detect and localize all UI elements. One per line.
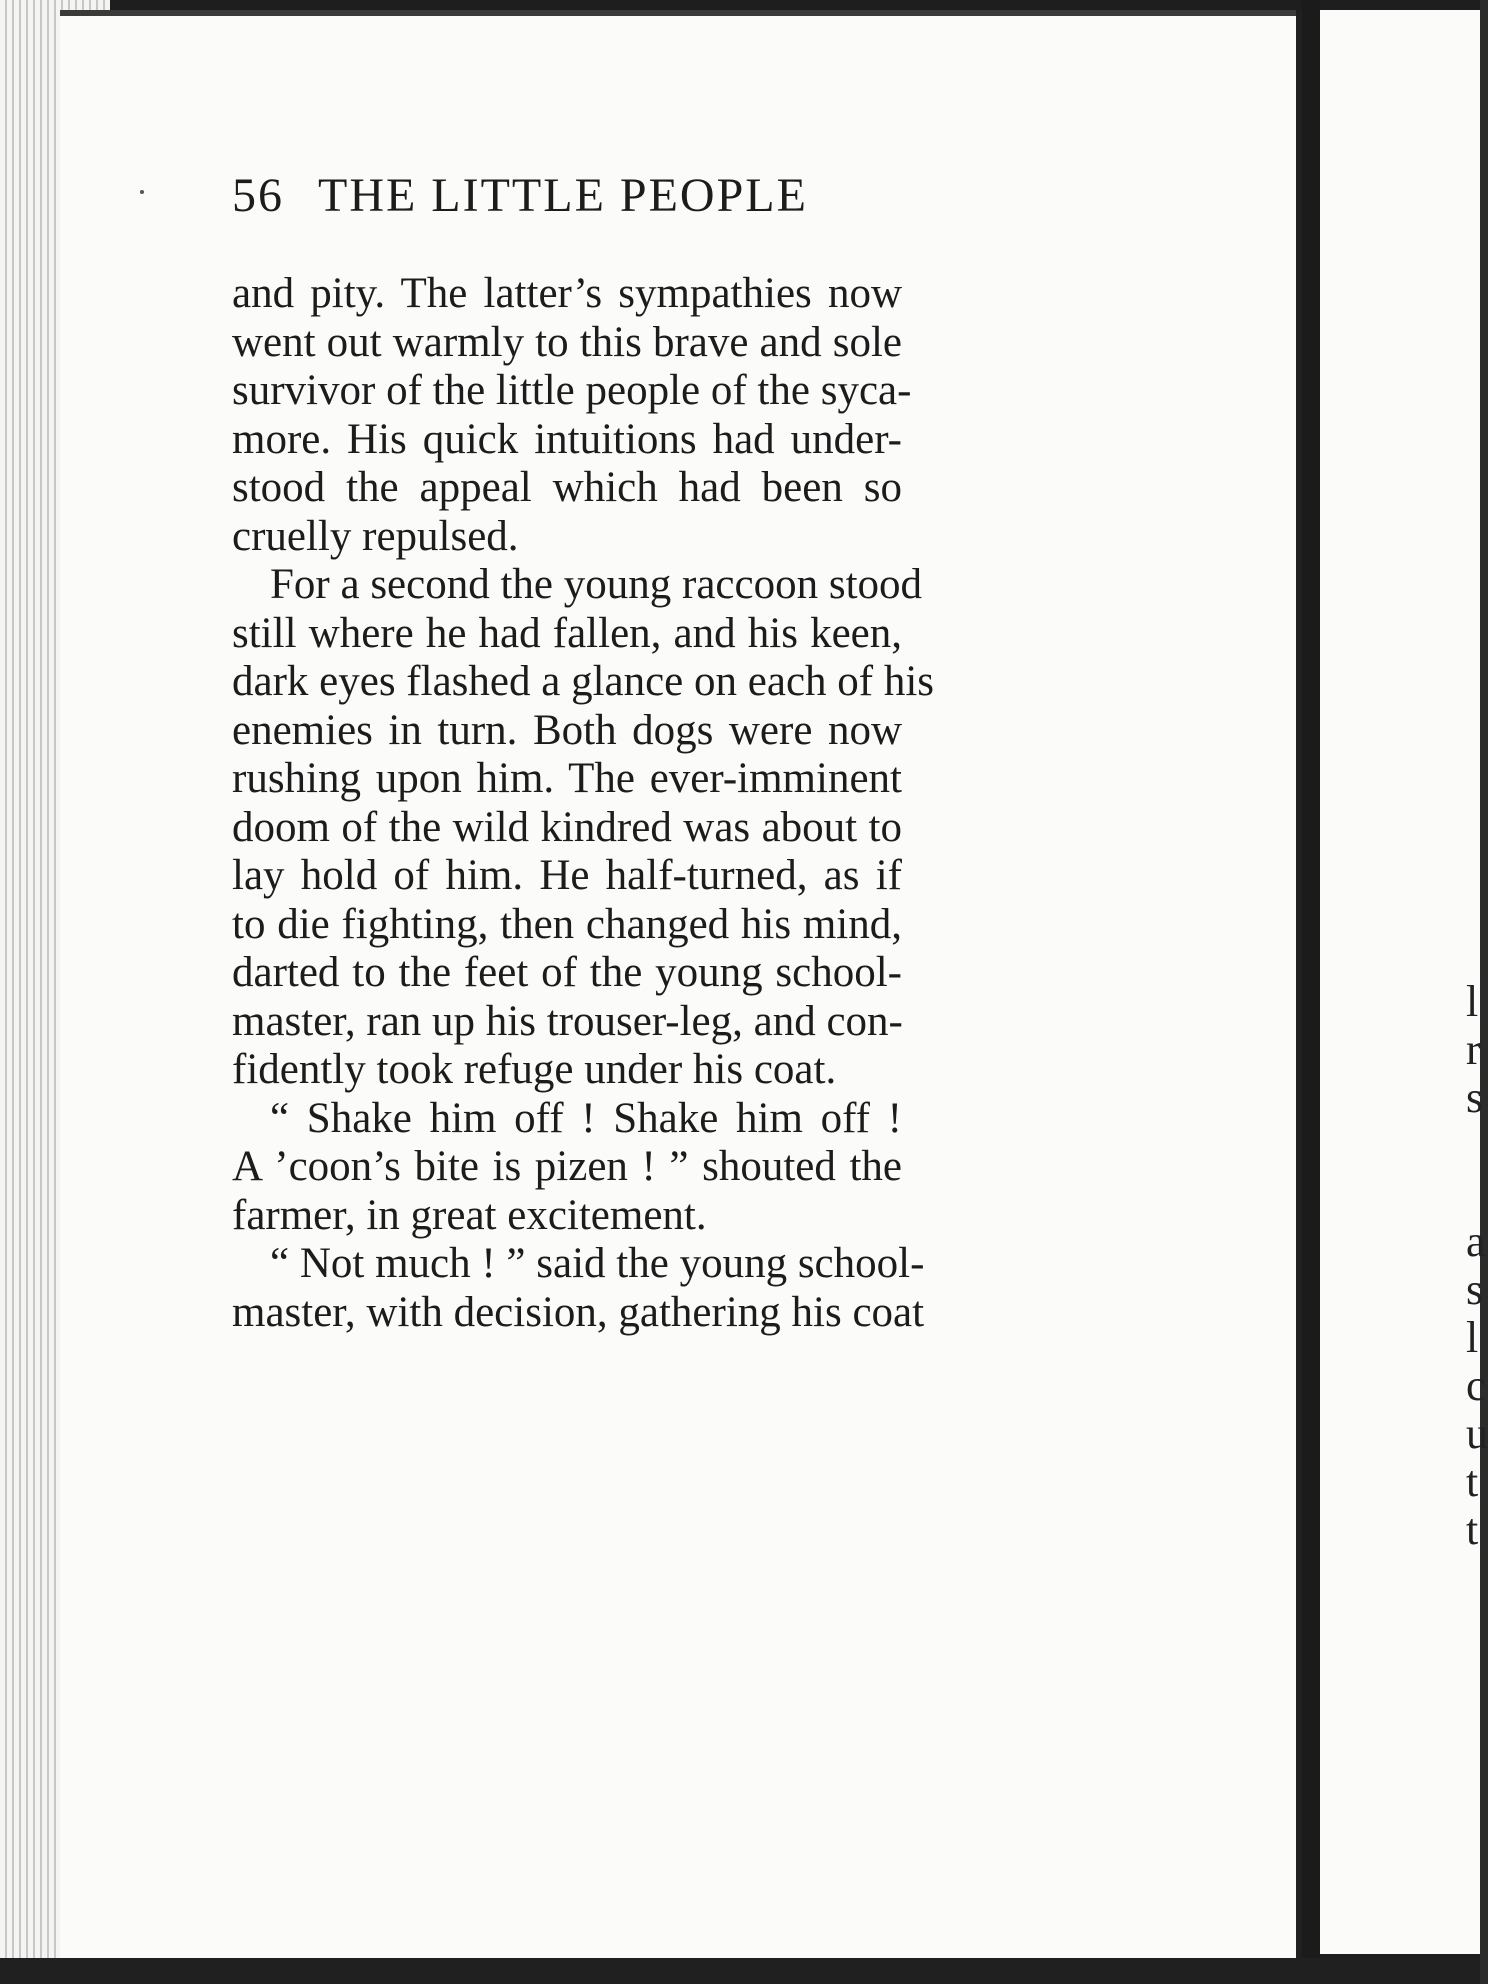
text-line: “ Shake him off ! Shake him off !: [270, 1094, 902, 1142]
text-line: farmer, in great excitement.: [232, 1191, 707, 1239]
bottom-band: [0, 1958, 1480, 1984]
body-text: [232, 270, 935, 1337]
text-line: darted to the feet of the young school-: [232, 949, 902, 996]
text-line: master, with decision, gathering his coat: [232, 1288, 925, 1336]
text-line: master, ran up his trouser-leg, and con-: [232, 997, 903, 1045]
text-line: A ’coon’s bite is pizen ! ” shouted the: [232, 1143, 902, 1190]
text-line: to die fighting, then changed his mind,: [232, 900, 902, 948]
text-line: dark eyes flashed a glance on each of his: [232, 658, 935, 705]
text-line: doom of the wild kindred was about to: [232, 803, 902, 851]
text-line: and pity. The latter’s sympathies now: [232, 270, 902, 317]
running-title: THE LITTLE PEOPLE: [318, 169, 808, 222]
text-line: cruelly repulsed.: [232, 512, 519, 560]
page-number: 56: [232, 169, 284, 222]
right-page-fragment: u: [1466, 1409, 1488, 1458]
right-page-fragment: s: [1466, 1073, 1484, 1122]
right-page-fragment: l: [1466, 1313, 1479, 1362]
text-line: For a second the young raccoon stood: [270, 561, 923, 608]
text-line: went out warmly to this brave and sole: [232, 318, 902, 366]
right-page-fragment: r: [1466, 1025, 1481, 1074]
text-line: enemies in turn. Both dogs were now: [232, 706, 902, 754]
text-line: rushing upon him. The ever-imminent: [232, 755, 902, 802]
right-page-fragment: t: [1466, 1457, 1479, 1506]
right-page-fragment: s: [1466, 1265, 1484, 1314]
right-page-fragment: l: [1466, 977, 1479, 1026]
right-page: [1320, 10, 1488, 1954]
text-line: more. His quick intuitions had under-: [232, 415, 902, 463]
right-page-fragment: a: [1466, 1217, 1486, 1266]
right-page-fragment: t: [1466, 1505, 1479, 1554]
text-line: still where he had fallen, and his keen,: [232, 609, 902, 657]
running-header: [232, 168, 1012, 223]
text-line: fidently took refuge under his coat.: [232, 1046, 837, 1093]
text-line: lay hold of him. He half-turned, as if: [232, 852, 902, 899]
book-gutter: [1302, 0, 1320, 1984]
right-page-fragment: c: [1466, 1361, 1486, 1410]
top-rule: [60, 10, 1296, 16]
text-line: survivor of the little people of the syca-: [232, 367, 912, 414]
text-line: “ Not much ! ” said the young school-: [270, 1240, 925, 1287]
text-line: stood the appeal which had been so: [232, 464, 902, 511]
dust-speck: [140, 190, 144, 194]
